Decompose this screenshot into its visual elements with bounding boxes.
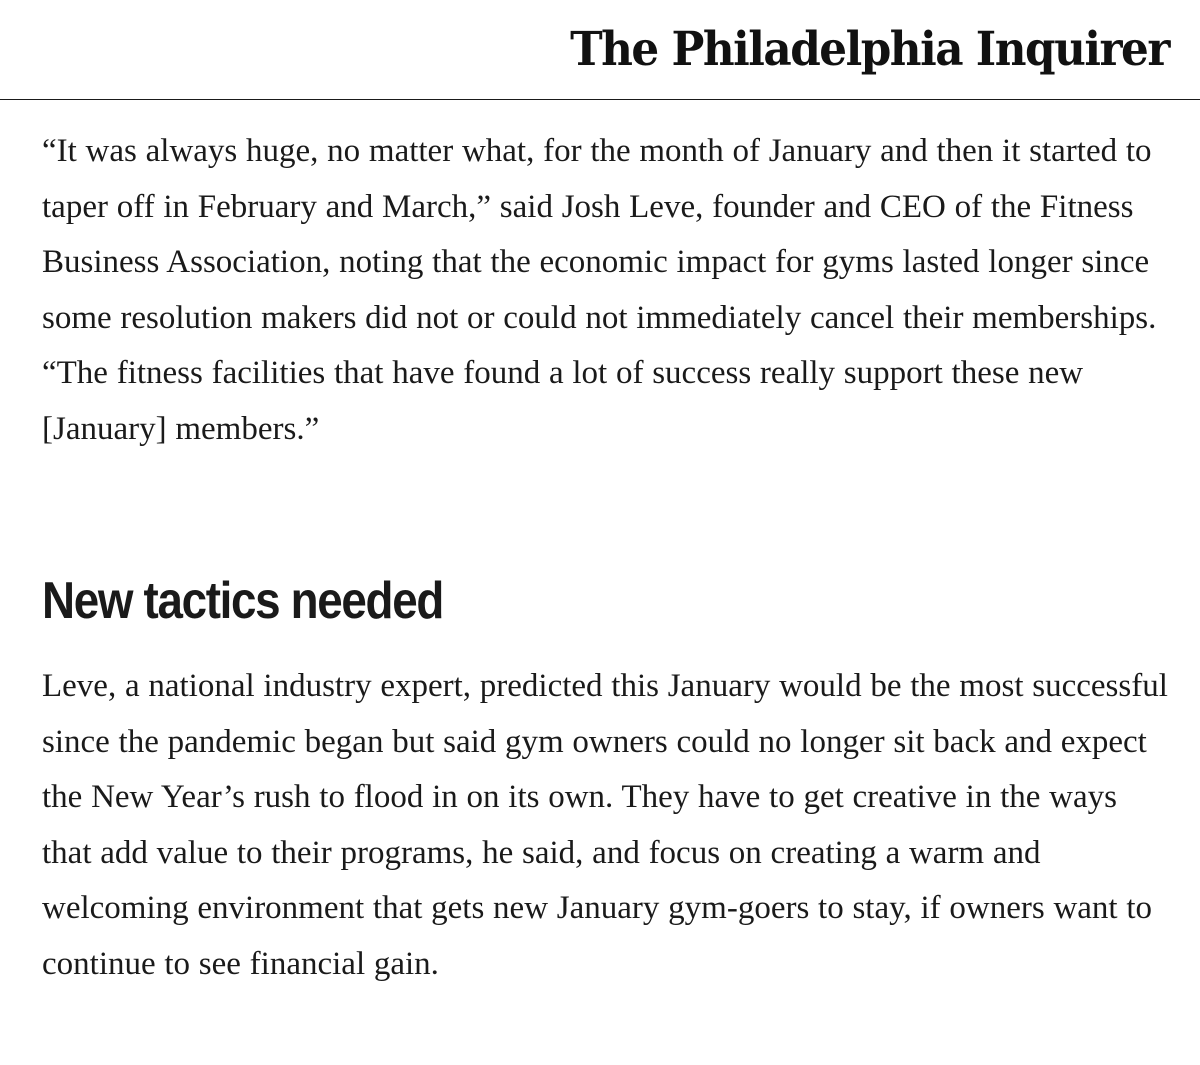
section-heading: New tactics needed [42,572,443,630]
article-body [42,124,1172,982]
masthead [0,0,1200,100]
article-paragraph-2: Leve, a national industry expert, predicted this January would be the most successful since the pandemic began but said gym owners could no longer sit back and expect the New Year’s rush to flood in on its own. They have to get creative in the ways that add value to their programs, he said, and focus on creating a warm and welcoming environment that gets new January gym-goers to stay, if owners want to continue to see financial gain. [42,668,1168,982]
article-paragraph-1: “It was always huge, no matter what, for the month of January and then it started to taper off in February and March,” said Josh Leve, founder and CEO of the Fitness Business Association, noting that the economic impact for gyms lasted longer since some resolution makers did not or could not immediately cancel their memberships. “The fitness facilities that have found a lot of success really support these new [January] members.” [42,133,1157,447]
inquirer-logo[interactable]: The Philadelphia Inquirer [570,21,1169,77]
